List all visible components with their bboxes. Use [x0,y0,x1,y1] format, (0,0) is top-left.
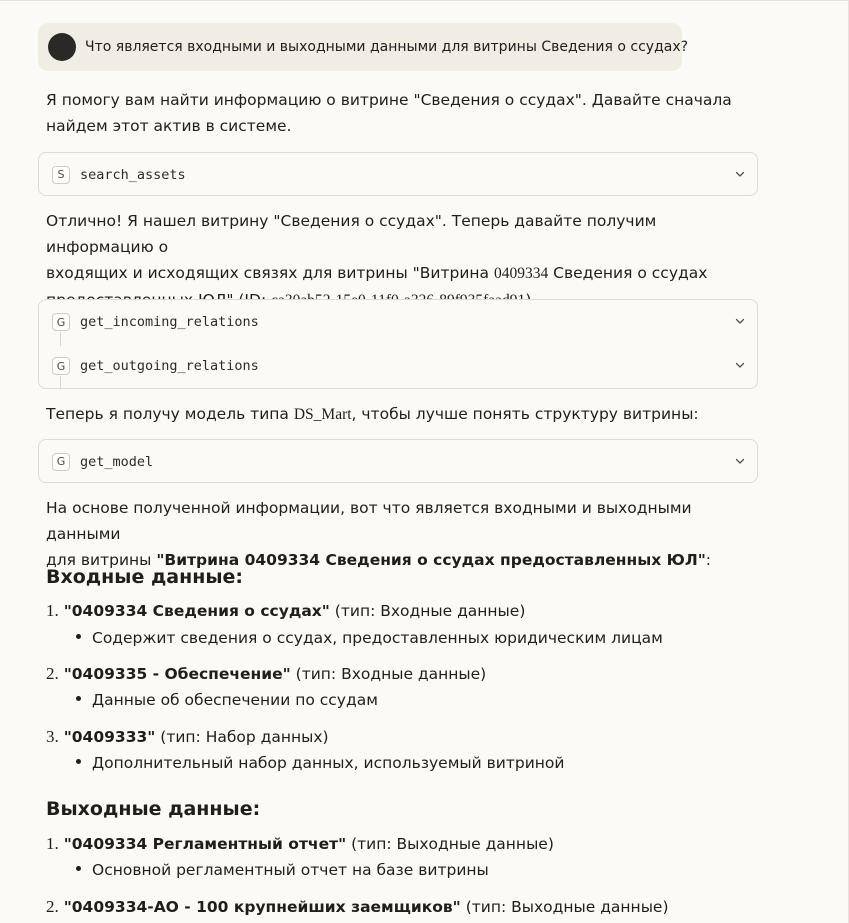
chevron-down-icon[interactable] [735,456,745,466]
input-type: (тип: Набор данных) [155,728,329,746]
assistant-intro [46,87,746,139]
assistant-summary [46,495,746,573]
bullet-text: Содержит сведения о ссудах, предоставленных юридическим лицам [92,629,663,647]
list-number: 2. [46,897,59,916]
bullet-text: Данные об обеспечении по ссудам [92,691,378,709]
tool-name: get_outgoing_relations [80,358,259,374]
list-number: 2. [46,664,59,683]
tool-call-search-assets[interactable] [38,152,758,196]
model-type-code: DS_Mart [293,406,352,423]
tool-badge-icon: G [52,453,70,471]
output-type: (тип: Выходные данные) [346,835,554,853]
model-line [46,401,746,428]
chevron-down-icon[interactable] [735,316,745,326]
summary-line-1: На основе полученной информации, вот что является входными и выходными данными [46,499,692,543]
output-title: "0409334-АО - 100 крупнейших заемщиков" [63,898,461,916]
intro-line-2: найдем этот актив в системе. [46,117,292,135]
tool-badge-icon: S [52,166,70,184]
user-message [38,23,689,71]
tool-call-incoming-relations[interactable] [39,300,757,344]
tool-name: get_model [80,453,154,470]
chevron-down-icon[interactable] [735,360,745,370]
list-number: 3. [46,727,59,746]
input-title: "0409335 - Обеспечение" [63,665,291,683]
found-line-2-text: входящих и исходящих связях для витрины "Витрина [46,264,494,282]
found-line-1: Отлично! Я нашел витрину "Сведения о ссудах". Теперь давайте получим информацию о [46,212,657,256]
input-item-1 [46,599,525,623]
bullet-dot-icon [76,759,81,764]
bullet-text: Основной регламентный отчет на базе витрины [92,861,489,879]
input-type: (тип: Входные данные) [290,665,487,683]
tool-name: get_incoming_relations [80,314,259,330]
bullet-dot-icon [76,634,81,639]
intro-line-1: Я помогу вам найти информацию о витрине "Сведения о ссудах". Давайте сначала [46,91,732,109]
found-line-2 [46,260,746,287]
input-title: "0409333" [63,728,156,746]
tool-call-outgoing-relations[interactable] [39,344,757,388]
bullet-dot-icon [76,696,81,701]
bullet-text: Дополнительный набор данных, используемый витриной [92,754,565,772]
found-line-2-number: 0409334 [493,265,549,282]
model-line-rest: , чтобы лучше понять структуру витрины: [351,405,699,423]
input-item-3 [46,725,329,749]
model-line-text: Теперь я получу модель типа [46,405,294,423]
list-number: 1. [46,834,59,853]
found-line-2-rest: Сведения о ссудах [548,264,708,282]
summary-line-2-text: для витрины [46,551,157,569]
outputs-heading: Выходные данные: [46,798,261,820]
user-avatar[interactable] [48,33,76,61]
input-type: (тип: Входные данные) [329,602,526,620]
output-type: (тип: Выходные данные) [460,898,669,916]
output-item-1 [46,832,554,856]
input-item-1-bullet [76,626,663,650]
user-message-text: Что является входными и выходными данными для витрины Сведения о ссудах? [85,39,689,55]
chevron-down-icon[interactable] [735,169,745,179]
inputs-heading: Входные данные: [46,566,244,588]
tool-call-get-model[interactable] [38,439,758,483]
input-title: "0409334 Сведения о ссудах" [63,602,330,620]
tool-badge-icon: G [52,357,70,375]
input-item-2 [46,662,486,686]
input-item-2-bullet [76,688,378,712]
mart-title: "Витрина 0409334 Сведения о ссудах предоставленных ЮЛ" [156,551,706,569]
tool-call-group-relations [38,299,758,389]
list-number: 1. [46,601,59,620]
output-item-1-bullet [76,858,489,882]
bullet-dot-icon [76,866,81,871]
assistant-model-line [46,401,746,428]
summary-line-2-end: : [705,551,712,569]
output-title: "0409334 Регламентный отчет" [63,835,347,853]
input-item-3-bullet [76,751,564,775]
tool-badge-icon: G [52,313,70,331]
tool-name: search_assets [80,166,186,183]
output-item-2 [46,895,669,919]
